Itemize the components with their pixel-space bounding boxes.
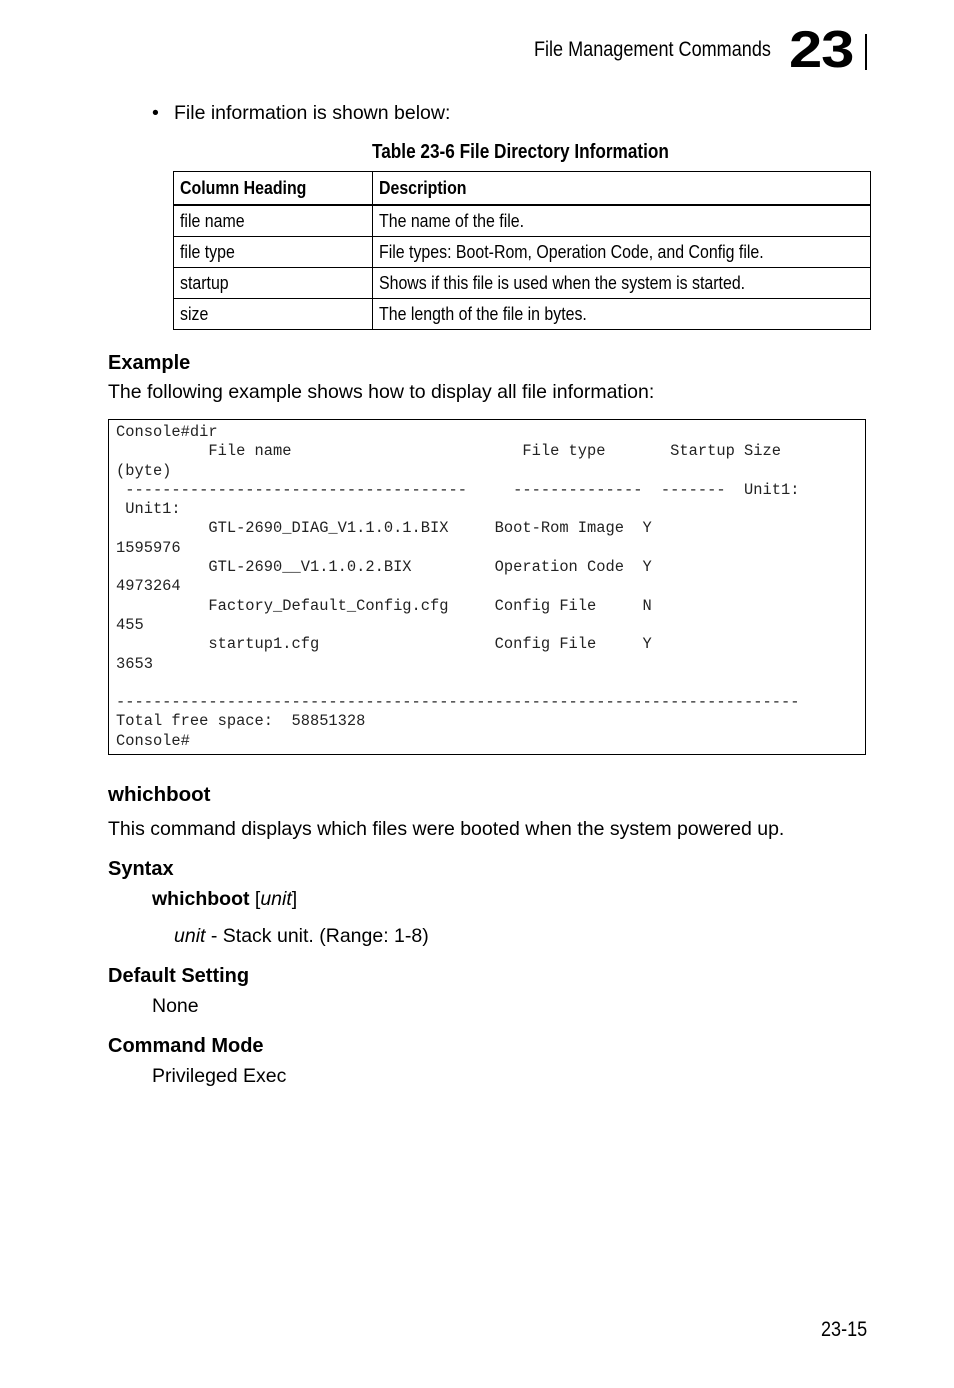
- table-header-row: [174, 172, 871, 206]
- table-cell: Shows if this file is used when the system is started.: [373, 268, 871, 299]
- table-header-cell: Column Heading: [174, 172, 373, 206]
- table-row: [174, 268, 871, 299]
- syntax-close-bracket: ]: [291, 888, 298, 910]
- syntax-command: whichboot: [152, 888, 250, 910]
- command-heading: whichboot: [108, 783, 211, 806]
- bullet-item: [152, 102, 450, 125]
- command-mode-heading: Command Mode: [108, 1035, 264, 1057]
- example-heading: Example: [108, 352, 191, 374]
- running-header-title: File Management Commands: [534, 38, 771, 61]
- bullet-text: File information is shown below:: [174, 102, 451, 124]
- table-cell: The name of the file.: [373, 205, 871, 237]
- file-directory-table: [173, 171, 871, 330]
- table-row: [174, 299, 871, 330]
- default-setting-heading: Default Setting: [108, 965, 250, 987]
- table-cell: file type: [174, 237, 373, 268]
- command-description: This command displays which files were booted when the system powered up.: [108, 818, 785, 840]
- parameter-name: unit: [174, 925, 206, 947]
- table-row: [174, 205, 871, 237]
- table-cell: file name: [174, 205, 373, 237]
- syntax-open-bracket: [: [249, 888, 261, 910]
- bullet-dot-icon: •: [152, 102, 159, 124]
- parameter-description: - Stack unit. (Range: 1-8): [205, 925, 429, 947]
- table-header-cell: Description: [373, 172, 871, 206]
- console-output: Console#dir File name File type Startup Size (byte) ------------------------------------- -------------- ------- Unit1: Unit1: GTL-2690_DIAG_V1.1.0.1.BIX Boot-Rom Image Y 1595976 GTL-2690__V1.1.0.2.BIX Operation Code Y 4973264 Factory_Default_Config.cfg Config File N 455 startup1.cfg Config File Y 3653 -------------------------------------------------------------------------- Total free space: 58851328 Console#: [108, 419, 866, 755]
- table-cell: The length of the file in bytes.: [373, 299, 871, 330]
- chapter-number: 23: [789, 21, 854, 79]
- example-text: The following example shows how to display all file information:: [108, 381, 655, 403]
- syntax-line: [152, 888, 297, 911]
- command-mode-value: Privileged Exec: [152, 1065, 287, 1087]
- chapter-divider: [865, 34, 867, 70]
- syntax-heading: Syntax: [108, 858, 174, 880]
- table-cell: startup: [174, 268, 373, 299]
- table-row: [174, 237, 871, 268]
- table-caption: Table 23-6 File Directory Information: [372, 141, 669, 163]
- page-number: 23-15: [821, 1318, 868, 1341]
- parameter-line: [174, 925, 429, 948]
- default-setting-value: None: [152, 995, 199, 1017]
- table-cell: size: [174, 299, 373, 330]
- table-cell: File types: Boot-Rom, Operation Code, and Config file.: [373, 237, 871, 268]
- syntax-argument: unit: [260, 888, 292, 910]
